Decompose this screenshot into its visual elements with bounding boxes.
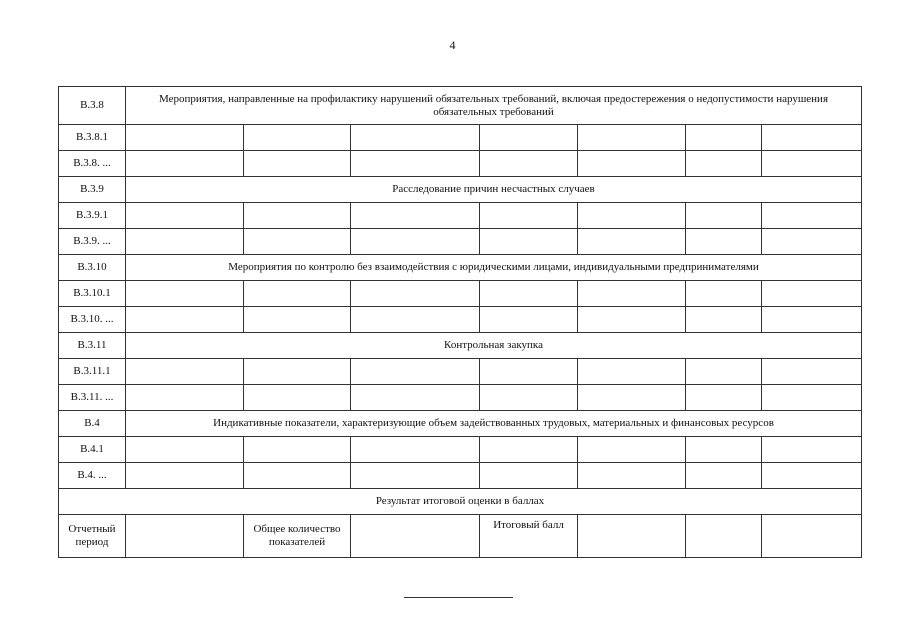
table-cell <box>351 281 480 307</box>
total-indicators-value <box>351 515 480 558</box>
table-cell <box>762 385 862 411</box>
section-header-row <box>59 87 862 125</box>
table-cell <box>578 203 686 229</box>
row-code: В.3.8. ... <box>59 151 126 177</box>
table-row <box>59 463 862 489</box>
table-cell <box>126 307 244 333</box>
table-cell <box>480 151 578 177</box>
assessment-table <box>58 86 862 558</box>
table-cell <box>480 229 578 255</box>
section-title: Индикативные показатели, характеризующие объем задействованных трудовых, материальных и финансовых ресурсов <box>126 411 862 437</box>
footnote-divider <box>404 597 513 598</box>
table-cell <box>480 437 578 463</box>
table-row <box>59 307 862 333</box>
section-title: Мероприятия по контролю без взаимодействия с юридическими лицами, индивидуальными предпринимателями <box>126 255 862 281</box>
table-cell <box>351 125 480 151</box>
result-title: Результат итоговой оценки в баллах <box>59 489 862 515</box>
table-cell <box>686 203 762 229</box>
table-cell <box>762 281 862 307</box>
table-cell <box>126 203 244 229</box>
table-cell <box>686 437 762 463</box>
table-cell <box>351 203 480 229</box>
table-cell <box>762 307 862 333</box>
section-header-row <box>59 255 862 281</box>
table-cell <box>351 437 480 463</box>
table-cell <box>762 437 862 463</box>
page-number: 4 <box>449 38 456 52</box>
section-header-row <box>59 411 862 437</box>
table-cell <box>686 385 762 411</box>
row-code: В.4. ... <box>59 463 126 489</box>
table-cell <box>578 125 686 151</box>
table-cell <box>762 229 862 255</box>
table-cell <box>126 125 244 151</box>
final-score-value <box>578 515 686 558</box>
table-row <box>59 203 862 229</box>
table-cell <box>480 203 578 229</box>
result-header-row <box>59 489 862 515</box>
table-cell <box>244 203 351 229</box>
row-code: В.3.9. ... <box>59 229 126 255</box>
table-cell <box>686 515 762 558</box>
table-cell <box>480 281 578 307</box>
table-cell <box>244 229 351 255</box>
table-cell <box>578 437 686 463</box>
table-cell <box>351 463 480 489</box>
table-cell <box>762 463 862 489</box>
section-code: В.3.11 <box>59 333 126 359</box>
table-cell <box>126 281 244 307</box>
table-cell <box>578 385 686 411</box>
table-cell <box>351 151 480 177</box>
table-cell <box>126 151 244 177</box>
table-cell <box>686 463 762 489</box>
table-cell <box>244 125 351 151</box>
table-cell <box>244 281 351 307</box>
section-title: Расследование причин несчастных случаев <box>126 177 862 203</box>
table-cell <box>126 385 244 411</box>
table-row <box>59 229 862 255</box>
table-cell <box>762 151 862 177</box>
table-row <box>59 125 862 151</box>
section-header-row <box>59 177 862 203</box>
table-cell <box>126 229 244 255</box>
table-cell <box>480 385 578 411</box>
reporting-period-value <box>126 515 244 558</box>
table-row <box>59 385 862 411</box>
row-code: В.3.10. ... <box>59 307 126 333</box>
section-code: В.4 <box>59 411 126 437</box>
row-code: В.3.11.1 <box>59 359 126 385</box>
table-cell <box>351 385 480 411</box>
table-row <box>59 437 862 463</box>
section-code: В.3.10 <box>59 255 126 281</box>
row-code: В.3.8.1 <box>59 125 126 151</box>
table-cell <box>578 463 686 489</box>
table-cell <box>351 229 480 255</box>
section-title: Контрольная закупка <box>126 333 862 359</box>
table-cell <box>351 359 480 385</box>
reporting-period-label: Отчетный период <box>59 515 126 558</box>
table-cell <box>686 229 762 255</box>
table-cell <box>126 463 244 489</box>
row-code: В.3.10.1 <box>59 281 126 307</box>
section-title: Мероприятия, направленные на профилактику нарушений обязательных требований, включая предостережения о недопустимости нарушения обязательных требований <box>126 87 862 125</box>
table-cell <box>480 307 578 333</box>
table-cell <box>578 281 686 307</box>
table-row <box>59 151 862 177</box>
table-cell <box>244 151 351 177</box>
table-cell <box>480 463 578 489</box>
table-cell <box>686 125 762 151</box>
table-cell <box>686 281 762 307</box>
table-cell <box>244 359 351 385</box>
table-cell <box>762 359 862 385</box>
table-row <box>59 281 862 307</box>
section-code: В.3.8 <box>59 87 126 125</box>
section-header-row <box>59 333 862 359</box>
table-cell <box>578 359 686 385</box>
table-cell <box>126 437 244 463</box>
table-cell <box>578 229 686 255</box>
table-cell <box>762 515 862 558</box>
table-cell <box>244 307 351 333</box>
result-row <box>59 515 862 558</box>
table-cell <box>351 307 480 333</box>
section-code: В.3.9 <box>59 177 126 203</box>
table-cell <box>578 307 686 333</box>
table-row <box>59 359 862 385</box>
table-cell <box>480 125 578 151</box>
table-cell <box>578 151 686 177</box>
table-cell <box>244 463 351 489</box>
table-cell <box>480 359 578 385</box>
table-cell <box>244 385 351 411</box>
row-code: В.3.11. ... <box>59 385 126 411</box>
row-code: В.4.1 <box>59 437 126 463</box>
table-cell <box>686 151 762 177</box>
table-cell <box>126 359 244 385</box>
table-cell <box>762 125 862 151</box>
row-code: В.3.9.1 <box>59 203 126 229</box>
total-indicators-label: Общее количество показателей <box>244 515 351 558</box>
table-cell <box>686 307 762 333</box>
final-score-label: Итоговый балл <box>480 515 578 558</box>
table-cell <box>762 203 862 229</box>
table-cell <box>244 437 351 463</box>
table-cell <box>686 359 762 385</box>
